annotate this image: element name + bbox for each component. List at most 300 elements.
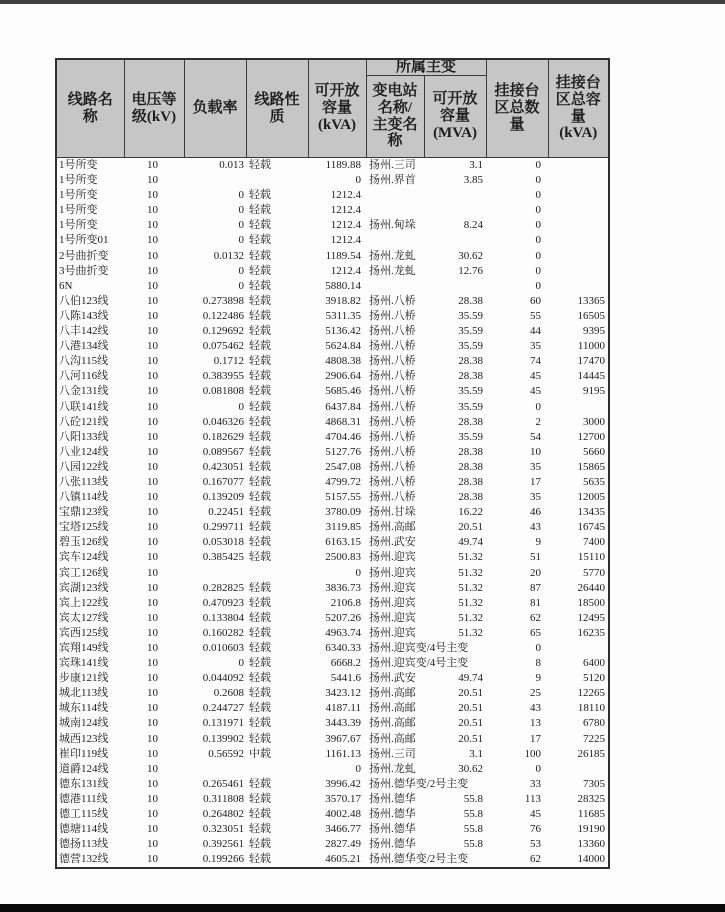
line-name-cell: 德塘114线 (59, 823, 109, 836)
kva-cell: 5127.76 (325, 445, 361, 458)
substation-cell: 扬州.八桥 (369, 370, 416, 383)
capacity-cell: 18500 (577, 596, 606, 609)
substation-cell: 扬州.迎宾变/4号主变 (369, 657, 469, 670)
voltage-cell: 10 (147, 430, 158, 443)
kva-cell: 6340.33 (325, 642, 361, 654)
kva-cell: 4799.72 (325, 475, 361, 488)
count-cell: 2 (535, 415, 542, 428)
line-name-cell: 1号所变 (59, 159, 98, 171)
capacity-cell: 5660 (583, 445, 606, 458)
capacity-cell: 12005 (577, 491, 606, 504)
table-row (56, 852, 609, 868)
mva-cell: 28.38 (458, 445, 484, 458)
substation-cell: 扬州.八桥 (369, 294, 416, 307)
table-row (56, 626, 609, 641)
mva-cell: 51.32 (458, 626, 484, 639)
substation-cell: 扬州.迎宾变/4号主变 (369, 642, 469, 654)
col-header-line-nature: 线路性质 (246, 59, 308, 158)
substation-cell: 扬州.高邮 (369, 732, 416, 745)
substation-cell: 扬州.三司 (369, 747, 416, 760)
line-name-cell: 1号所变 (59, 189, 98, 202)
voltage-cell: 10 (147, 626, 158, 639)
capacity-cell: 16745 (577, 521, 606, 534)
count-cell: 43 (530, 702, 542, 715)
capacity-cell: 14000 (577, 853, 606, 866)
nature-cell: 轻载 (249, 159, 271, 171)
count-cell: 53 (530, 838, 542, 851)
count-cell: 65 (530, 626, 542, 639)
load-rate-cell: 0.089567 (202, 445, 244, 458)
voltage-cell: 10 (147, 340, 158, 353)
substation-cell: 扬州.德华 (369, 838, 416, 851)
capacity-cell: 7305 (583, 777, 606, 790)
load-rate-cell: 0 (238, 279, 244, 292)
count-cell: 10 (530, 445, 542, 458)
count-cell: 51 (530, 551, 542, 564)
load-rate-cell: 0.22451 (208, 506, 244, 519)
count-cell: 0 (535, 159, 542, 171)
line-name-cell: 3号曲折变 (59, 264, 109, 277)
voltage-cell: 10 (147, 642, 158, 654)
line-name-cell: 宝塔125线 (59, 521, 109, 534)
line-name-cell: 八陈143线 (59, 309, 109, 322)
capacity-cell: 11000 (577, 340, 606, 353)
mva-cell: 55.8 (463, 823, 484, 836)
mva-cell: 35.59 (458, 325, 484, 338)
load-rate-cell: 0.046326 (202, 415, 244, 428)
load-rate-cell: 0.131971 (202, 717, 244, 730)
line-name-cell: 宾工126线 (59, 566, 109, 579)
nature-cell: 轻载 (249, 581, 271, 594)
table-row (56, 596, 609, 611)
voltage-cell: 10 (147, 400, 158, 413)
mva-cell: 49.74 (458, 536, 484, 549)
nature-cell: 轻载 (249, 521, 271, 534)
nature-cell: 轻载 (249, 400, 271, 413)
kva-cell: 5441.6 (330, 672, 361, 685)
nature-cell: 轻载 (249, 808, 271, 821)
substation-cell: 扬州.迎宾 (369, 611, 416, 624)
table-row (56, 656, 609, 671)
table-header (56, 59, 609, 158)
capacity-cell: 16235 (577, 626, 606, 639)
count-cell: 0 (535, 264, 542, 277)
load-rate-cell: 0.167077 (202, 475, 244, 488)
line-capacity-table (55, 58, 610, 869)
load-rate-cell: 0.392561 (202, 838, 244, 851)
table-row (56, 822, 609, 837)
voltage-cell: 10 (147, 808, 158, 821)
capacity-cell (548, 218, 609, 233)
load-rate-cell (184, 173, 246, 188)
count-cell: 74 (530, 355, 542, 368)
kva-cell: 3996.42 (325, 777, 361, 790)
count-cell: 0 (535, 279, 542, 292)
line-name-cell: 1号所变01 (59, 234, 109, 247)
line-name-cell: 宾车124线 (59, 551, 109, 564)
load-rate-cell: 0.323051 (202, 823, 244, 836)
voltage-cell: 10 (147, 234, 158, 247)
count-cell: 0 (535, 234, 542, 247)
capacity-cell (548, 173, 609, 188)
table-row (56, 430, 609, 445)
line-name-cell: 1号所变 (59, 204, 98, 217)
load-rate-cell (184, 566, 246, 581)
voltage-cell: 10 (147, 445, 158, 458)
substation-cell: 扬州.三司 (369, 159, 416, 171)
substation-cell: 扬州.高邮 (369, 717, 416, 730)
kva-cell: 5207.26 (325, 611, 361, 624)
col-header-line-name: 线路名称 (56, 59, 124, 158)
capacity-cell: 13435 (577, 506, 606, 519)
mva-cell: 51.32 (458, 566, 484, 579)
nature-cell: 轻载 (249, 460, 271, 473)
mva-cell: 55.8 (463, 808, 484, 821)
mva-cell: 12.76 (458, 264, 484, 277)
nature-cell: 轻载 (249, 219, 271, 232)
load-rate-cell: 0.383955 (202, 370, 244, 383)
line-name-cell: 宝鼎123线 (59, 506, 109, 519)
substation-cell: 扬州.八桥 (369, 491, 416, 504)
substation-cell: 扬州.八桥 (369, 325, 416, 338)
mva-cell: 8.24 (463, 219, 484, 232)
table-row (56, 641, 609, 656)
voltage-cell: 10 (147, 325, 158, 338)
kva-cell: 4808.38 (325, 355, 361, 368)
load-rate-cell: 0.182629 (202, 430, 244, 443)
count-cell: 87 (530, 581, 542, 594)
table-row (56, 701, 609, 716)
capacity-cell: 15110 (577, 551, 606, 564)
voltage-cell: 10 (147, 566, 158, 579)
count-cell: 13 (530, 717, 542, 730)
mva-cell: 28.38 (458, 475, 484, 488)
substation-cell: 扬州.八桥 (369, 475, 416, 488)
count-cell: 45 (530, 808, 542, 821)
line-name-cell: 八联141线 (59, 400, 109, 413)
load-rate-cell: 0 (238, 234, 244, 247)
voltage-cell: 10 (147, 385, 158, 398)
mva-cell: 35.59 (458, 400, 484, 413)
capacity-cell: 6780 (583, 717, 606, 730)
voltage-cell: 10 (147, 355, 158, 368)
mva-cell: 3.1 (469, 747, 484, 760)
mva-cell: 20.51 (458, 702, 484, 715)
mva-cell: 28.38 (458, 355, 484, 368)
load-rate-cell: 0.129692 (202, 325, 244, 338)
load-rate-cell: 0.273898 (202, 294, 244, 307)
nature-cell: 轻载 (249, 491, 271, 504)
kva-cell: 3443.39 (325, 717, 361, 730)
load-rate-cell: 0.013 (219, 159, 244, 171)
mva-cell (424, 279, 486, 294)
count-cell: 43 (530, 521, 542, 534)
load-rate-cell: 0.010603 (202, 642, 244, 654)
mva-cell (424, 188, 486, 203)
load-rate-cell: 0.423051 (202, 460, 244, 473)
mva-cell: 3.85 (463, 174, 484, 187)
col-header-voltage: 电压等级(kV) (124, 59, 184, 158)
substation-cell: 扬州.武安 (369, 672, 416, 685)
mva-cell: 28.38 (458, 491, 484, 504)
kva-cell: 4187.11 (325, 702, 361, 715)
mva-cell (424, 203, 486, 218)
load-rate-cell: 0.385425 (202, 551, 244, 564)
count-cell: 0 (535, 400, 542, 413)
capacity-cell: 26185 (577, 747, 606, 760)
nature-cell: 轻载 (249, 294, 271, 307)
substation-cell: 扬州.武安 (369, 536, 416, 549)
nature-cell: 轻载 (249, 687, 271, 700)
kva-cell: 5685.46 (325, 385, 361, 398)
line-name-cell: 崔印119线 (59, 747, 109, 760)
nature-cell: 轻载 (249, 475, 271, 488)
line-name-cell: 八沟115线 (59, 355, 109, 368)
kva-cell: 4868.31 (325, 415, 361, 428)
count-cell: 0 (535, 642, 542, 654)
nature-cell (246, 173, 308, 188)
capacity-cell: 28325 (577, 792, 606, 805)
nature-cell: 轻载 (249, 309, 271, 322)
voltage-cell: 10 (147, 174, 158, 187)
substation-cell: 扬州.八桥 (369, 340, 416, 353)
count-cell: 0 (535, 219, 542, 232)
nature-cell: 轻载 (249, 189, 271, 202)
table-row (56, 550, 609, 565)
voltage-cell: 10 (147, 581, 158, 594)
kva-cell: 1189.88 (325, 159, 361, 171)
load-rate-cell: 0.199266 (202, 853, 244, 866)
substation-cell: 扬州.龙虬 (369, 762, 416, 775)
kva-cell: 2906.64 (325, 370, 361, 383)
load-rate-cell: 0.075462 (202, 340, 244, 353)
voltage-cell: 10 (147, 853, 158, 866)
mva-cell: 35.59 (458, 430, 484, 443)
line-name-cell: 碧玉126线 (59, 536, 109, 549)
line-name-cell: 2号曲折变 (59, 249, 109, 262)
table-row (56, 671, 609, 686)
nature-cell: 轻载 (249, 234, 271, 247)
table-row (56, 324, 609, 339)
line-name-cell: 八河116线 (59, 370, 109, 383)
load-rate-cell: 0 (238, 219, 244, 232)
mva-cell: 28.38 (458, 294, 484, 307)
line-name-cell: 宾上122线 (59, 596, 109, 609)
kva-cell: 1212.4 (330, 204, 361, 217)
substation-cell: 扬州.迎宾 (369, 596, 416, 609)
kva-cell: 6163.15 (325, 536, 361, 549)
line-name-cell: 八金131线 (59, 385, 109, 398)
count-cell: 45 (530, 385, 542, 398)
capacity-cell: 9195 (583, 385, 606, 398)
load-rate-cell: 0.0132 (213, 249, 244, 262)
capacity-cell: 7400 (583, 536, 606, 549)
count-cell: 9 (535, 672, 542, 685)
capacity-cell (548, 641, 609, 656)
kva-cell: 6437.84 (325, 400, 361, 413)
table-row (56, 505, 609, 520)
kva-cell: 5624.84 (325, 340, 361, 353)
line-name-cell: 6N (59, 279, 73, 292)
substation-cell: 扬州.德华变/2号主变 (369, 777, 469, 790)
line-name-cell: 八业124线 (59, 445, 109, 458)
table-row (56, 460, 609, 475)
mva-cell: 28.38 (458, 460, 484, 473)
substation-cell: 扬州.高邮 (369, 702, 416, 715)
voltage-cell: 10 (147, 702, 158, 715)
table-row (56, 475, 609, 490)
table-row (56, 490, 609, 505)
capacity-cell (548, 158, 609, 174)
nature-cell: 轻载 (249, 672, 271, 685)
count-cell: 0 (535, 204, 542, 217)
page-top-line (0, 0, 725, 4)
nature-cell: 轻载 (249, 279, 271, 292)
mva-cell: 28.38 (458, 370, 484, 383)
substation-cell: 扬州.八桥 (369, 309, 416, 322)
voltage-cell: 10 (147, 521, 158, 534)
count-cell: 81 (530, 596, 542, 609)
nature-cell: 轻载 (249, 204, 271, 217)
col-header-substation: 变电站名称/主变名称 (366, 76, 424, 158)
voltage-cell: 10 (147, 792, 158, 805)
table-row (56, 777, 609, 792)
col-header-station-capacity: 挂接台区总容量(kVA) (548, 59, 609, 158)
load-rate-cell: 0.264802 (202, 808, 244, 821)
count-cell: 76 (530, 823, 542, 836)
kva-cell: 2106.8 (330, 596, 361, 609)
nature-cell: 轻载 (249, 732, 271, 745)
nature-cell: 中载 (249, 747, 271, 760)
table-row (56, 415, 609, 430)
mva-cell: 55.8 (463, 838, 484, 851)
voltage-cell: 10 (147, 159, 158, 171)
table-row (56, 520, 609, 535)
nature-cell: 轻载 (249, 717, 271, 730)
voltage-cell: 10 (147, 732, 158, 745)
kva-cell: 5880.14 (325, 279, 361, 292)
kva-cell: 0 (355, 174, 361, 187)
nature-cell: 轻载 (249, 430, 271, 443)
kva-cell: 4002.48 (325, 808, 361, 821)
kva-cell: 1212.4 (330, 189, 361, 202)
capacity-cell (548, 188, 609, 203)
capacity-cell: 16505 (577, 309, 606, 322)
count-cell: 35 (530, 491, 542, 504)
nature-cell: 轻载 (249, 249, 271, 262)
col-header-load-rate: 负载率 (184, 59, 246, 158)
voltage-cell: 10 (147, 687, 158, 700)
count-cell: 0 (535, 762, 542, 775)
count-cell: 17 (530, 732, 542, 745)
count-cell: 113 (524, 792, 542, 805)
substation-cell (366, 203, 424, 218)
substation-cell: 扬州.界首 (369, 174, 416, 187)
mva-cell: 51.32 (458, 581, 484, 594)
nature-cell: 轻载 (249, 626, 271, 639)
table-row (56, 218, 609, 233)
mva-cell: 35.59 (458, 340, 484, 353)
count-cell: 17 (530, 475, 542, 488)
nature-cell: 轻载 (249, 340, 271, 353)
substation-cell: 扬州.德华变/2号主变 (369, 853, 469, 866)
col-header-open-capacity-kva: 可开放容量(kVA) (308, 59, 366, 158)
table-row (56, 732, 609, 747)
kva-cell: 0 (355, 566, 361, 579)
load-rate-cell: 0.282825 (202, 581, 244, 594)
substation-cell: 扬州.八桥 (369, 400, 416, 413)
load-rate-cell: 0.299711 (203, 521, 244, 534)
line-name-cell: 八阳133线 (59, 430, 109, 443)
kva-cell: 1212.4 (330, 219, 361, 232)
col-header-open-capacity-mva: 可开放容量(MVA) (424, 76, 486, 158)
kva-cell: 3836.73 (325, 581, 361, 594)
line-name-cell: 八园122线 (59, 460, 109, 473)
capacity-cell: 13365 (577, 294, 606, 307)
line-name-cell: 宾湖123线 (59, 581, 109, 594)
kva-cell: 4704.46 (325, 430, 361, 443)
line-name-cell: 道爵124线 (59, 762, 109, 775)
load-rate-cell: 0.053018 (202, 536, 244, 549)
col-header-station-count: 挂接台区总数量 (486, 59, 548, 158)
nature-cell: 轻载 (249, 551, 271, 564)
voltage-cell: 10 (147, 294, 158, 307)
mva-cell: 20.51 (458, 732, 484, 745)
count-cell: 0 (535, 189, 542, 202)
line-name-cell: 城西123线 (59, 732, 109, 745)
count-cell: 62 (530, 853, 542, 866)
table-row (56, 535, 609, 550)
voltage-cell: 10 (147, 747, 158, 760)
nature-cell: 轻载 (249, 777, 271, 790)
voltage-cell: 10 (147, 204, 158, 217)
load-rate-cell: 0.265461 (202, 777, 244, 790)
nature-cell: 轻载 (249, 823, 271, 836)
count-cell: 33 (530, 777, 542, 790)
voltage-cell: 10 (147, 279, 158, 292)
capacity-cell (548, 203, 609, 218)
table-body (56, 158, 609, 869)
voltage-cell: 10 (147, 370, 158, 383)
nature-cell: 轻载 (249, 536, 271, 549)
line-name-cell: 八镇114线 (59, 491, 109, 504)
capacity-cell: 17470 (577, 355, 606, 368)
table-row (56, 581, 609, 596)
substation-cell: 扬州.德华 (369, 823, 416, 836)
count-cell: 100 (524, 747, 542, 760)
line-name-cell: 1号所变 (59, 219, 98, 232)
nature-cell: 轻载 (249, 792, 271, 805)
kva-cell: 1212.4 (330, 234, 361, 247)
line-name-cell: 1号所变 (59, 174, 98, 187)
table-row (56, 249, 609, 264)
nature-cell: 轻载 (249, 853, 271, 866)
capacity-cell: 19190 (577, 823, 606, 836)
mva-cell: 3.1 (469, 159, 484, 171)
voltage-cell: 10 (147, 596, 158, 609)
capacity-cell: 12265 (577, 687, 606, 700)
line-name-cell: 宾珠141线 (59, 657, 109, 670)
nature-cell: 轻载 (249, 596, 271, 609)
substation-cell: 扬州.迎宾 (369, 626, 416, 639)
kva-cell: 0 (355, 762, 361, 775)
voltage-cell: 10 (147, 717, 158, 730)
voltage-cell: 10 (147, 838, 158, 851)
line-name-cell: 宾太127线 (59, 611, 109, 624)
substation-cell: 扬州.龙虬 (369, 249, 416, 262)
substation-cell: 扬州.甘垛 (369, 506, 416, 519)
table-row (56, 716, 609, 731)
